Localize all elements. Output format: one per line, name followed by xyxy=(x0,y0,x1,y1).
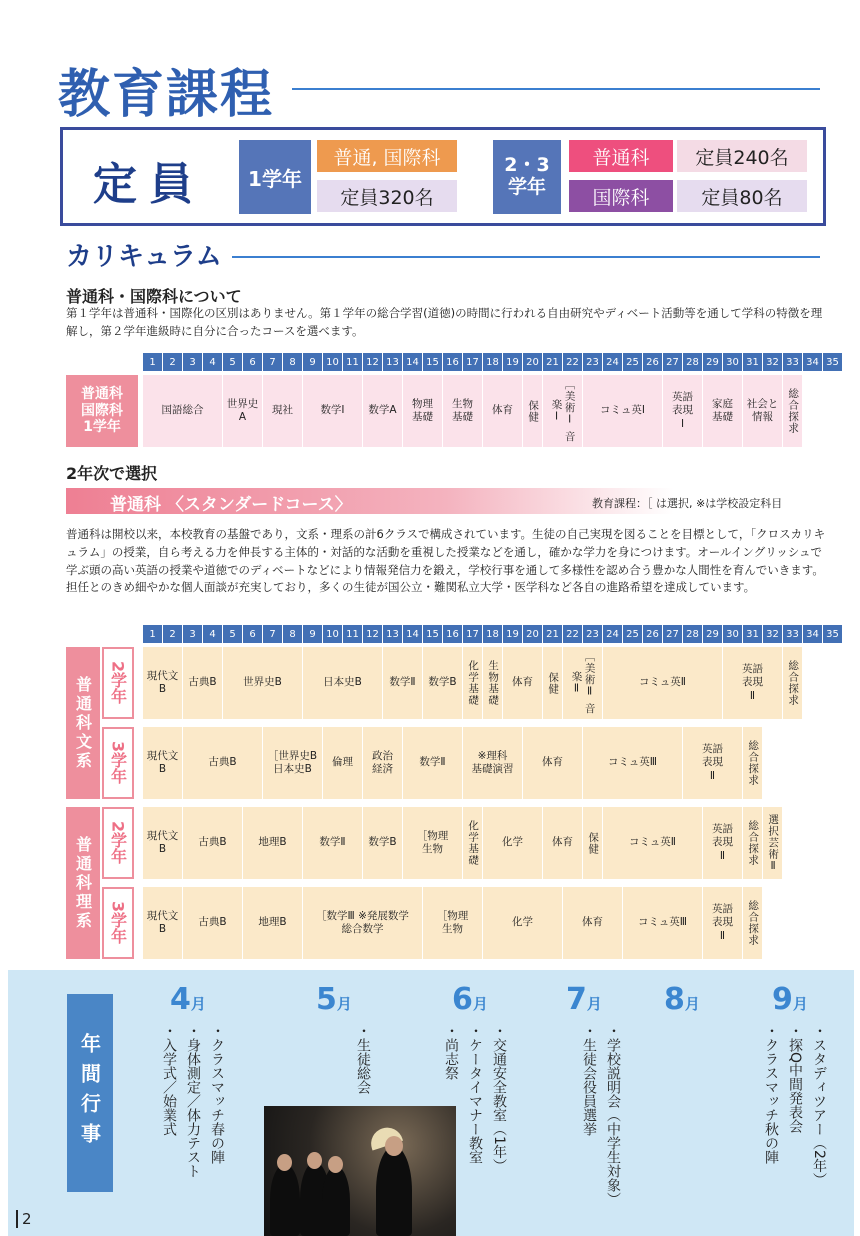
subject-cell: 古典B xyxy=(183,727,263,799)
year1-row-head: 普通科 国際科 1学年 xyxy=(66,375,138,447)
period-number: 3 xyxy=(183,353,202,371)
period-number: 14 xyxy=(403,353,422,371)
subject-cell: 社会と 情報 xyxy=(743,375,783,447)
subject-cell: 総合探求 xyxy=(783,375,803,447)
subject-cell: 数学Ⅰ xyxy=(303,375,363,447)
subject-cell: 総合探求 xyxy=(743,887,763,959)
course-title: 普通科 〈スタンダードコース〉 xyxy=(110,495,352,515)
bunkei-y2-row xyxy=(143,647,803,719)
subject-cell: 英語 表現 Ⅱ xyxy=(703,807,743,879)
subject-cell: 世界史 A xyxy=(223,375,263,447)
subject-cell: 地理B xyxy=(243,887,303,959)
period-number: 28 xyxy=(683,625,702,643)
month-unit: 月 xyxy=(792,995,808,1013)
period-number: 32 xyxy=(763,625,782,643)
subject-cell: 古典B xyxy=(183,887,243,959)
performer-face xyxy=(385,1136,403,1156)
period-number: 19 xyxy=(503,353,522,371)
event-item: ・尚志祭 xyxy=(443,1024,459,1080)
rikei-head: 普通科理系 xyxy=(66,807,100,959)
subject-cell: 数学A xyxy=(363,375,403,447)
period-number: 20 xyxy=(523,625,542,643)
period-number: 22 xyxy=(563,353,582,371)
intl-capacity: 定員80名 xyxy=(677,180,807,212)
year1-capacity: 定員320名 xyxy=(317,180,457,212)
event-item: ・交通安全教室（1年） xyxy=(491,1024,507,1173)
performer-figure xyxy=(376,1146,412,1236)
subject-cell: 現代文 B xyxy=(143,807,183,879)
subject-cell: 現代文 B xyxy=(143,887,183,959)
subject-cell: 化学基礎 xyxy=(463,647,483,719)
period-number: 15 xyxy=(423,625,442,643)
year23-badge xyxy=(493,140,561,214)
period-number: 21 xyxy=(543,625,562,643)
period-number: 3 xyxy=(183,625,202,643)
bunkei-y3-row xyxy=(143,727,763,799)
event-item: ・身体測定／体力テスト xyxy=(185,1024,201,1178)
subject-cell: ［物理 生物 xyxy=(423,887,483,959)
subject-cell: コミュ英Ⅲ xyxy=(623,887,703,959)
audience-face xyxy=(277,1154,292,1171)
subject-cell: 日本史B xyxy=(303,647,383,719)
audience-face xyxy=(307,1152,322,1169)
subject-cell: ［世界史B 日本史B xyxy=(263,727,323,799)
period-number: 1 xyxy=(143,353,162,371)
period-number: 29 xyxy=(703,353,722,371)
period-number: 7 xyxy=(263,625,282,643)
subject-cell: 化学 xyxy=(483,887,563,959)
period-number: 17 xyxy=(463,353,482,371)
subject-cell: 古典B xyxy=(183,647,223,719)
subject-cell: 保健 xyxy=(583,807,603,879)
rikei-y3-row xyxy=(143,887,763,959)
month-unit: 月 xyxy=(190,995,206,1013)
period-number: 7 xyxy=(263,353,282,371)
period-number: 24 xyxy=(603,353,622,371)
period-number: 8 xyxy=(283,353,302,371)
period-number: 5 xyxy=(223,353,242,371)
period-number: 19 xyxy=(503,625,522,643)
subject-cell: 数学Ⅱ xyxy=(383,647,423,719)
month-unit: 月 xyxy=(336,995,352,1013)
subject-cell: ※理科 基礎演習 xyxy=(463,727,523,799)
period-number: 31 xyxy=(743,353,762,371)
period-number: 35 xyxy=(823,353,842,371)
period-number: 28 xyxy=(683,353,702,371)
subject-cell: 生物基礎 xyxy=(483,647,503,719)
subject-cell: コミュ英Ⅲ xyxy=(583,727,683,799)
period-number: 10 xyxy=(323,625,342,643)
month-heading xyxy=(316,982,352,1017)
course-description: 普通科は開校以来，本校教育の基盤であり，文系・理系の計6クラスで構成されています。生徒の自己実現を図ることを目標として，「クロスカリキュラム」の授業，自ら考える力を伸長する主体的・対話的な活動を重視した授業などを通し，確かな学力を身につけます。オールイングリッシュで学ぶ頭の高い英語の授業や道徳でのディベートなどにより情報発信力を鍛え，学校行事を通して多様性を認め合う豊かな人間性を育んでいきます。担任とのきめ細やかな個人面談が充実しており，多くの生徒が国公立・難関私立大学・医学科など各自の進路希望を達成しています。 xyxy=(66,527,826,595)
month-number: 7 xyxy=(566,982,587,1017)
capacity-box xyxy=(60,127,826,226)
period-number: 6 xyxy=(243,353,262,371)
subject-cell: コミュ英Ⅰ xyxy=(583,375,663,447)
year1-badge: 1学年 xyxy=(239,140,311,214)
period-number: 29 xyxy=(703,625,722,643)
event-item: ・生徒総会 xyxy=(355,1024,371,1094)
month-number: 4 xyxy=(170,982,191,1017)
rikei-y2-head: 2学年 xyxy=(102,807,134,879)
period-number-row-2 xyxy=(143,625,843,643)
rikei-y3-head: 3学年 xyxy=(102,887,134,959)
period-number: 22 xyxy=(563,625,582,643)
period-number: 21 xyxy=(543,353,562,371)
month-heading xyxy=(772,982,808,1017)
event-item: ・生徒会役員選挙 xyxy=(581,1024,597,1136)
period-number: 33 xyxy=(783,625,802,643)
month-unit: 月 xyxy=(586,995,602,1013)
bunkei-y2-head: 2学年 xyxy=(102,647,134,719)
subject-cell: 体育 xyxy=(483,375,523,447)
audience-face xyxy=(328,1156,343,1173)
month-unit: 月 xyxy=(684,995,700,1013)
subject-cell: コミュ英Ⅱ xyxy=(603,647,723,719)
subject-cell: 体育 xyxy=(563,887,623,959)
subject-cell: 総合探求 xyxy=(743,727,763,799)
curriculum-heading: カリキュラム xyxy=(66,242,222,272)
period-number: 13 xyxy=(383,353,402,371)
subject-cell: 体育 xyxy=(523,727,583,799)
subject-cell: 現社 xyxy=(263,375,303,447)
period-number: 9 xyxy=(303,625,322,643)
subject-cell: ［数学Ⅲ ※発展数学 総合数学 xyxy=(303,887,423,959)
period-number: 14 xyxy=(403,625,422,643)
subject-cell: 現代文 B xyxy=(143,647,183,719)
period-number: 27 xyxy=(663,353,682,371)
period-number: 18 xyxy=(483,625,502,643)
subject-cell: 体育 xyxy=(543,807,583,879)
subject-cell: 数学Ⅱ xyxy=(403,727,463,799)
subject-cell: ［美術Ⅰ 音楽Ⅰ xyxy=(543,375,583,447)
page-number: 2 xyxy=(16,1210,32,1228)
period-number: 31 xyxy=(743,625,762,643)
about-text: 第１学年は普通科・国際化の区別はありません。第１学年の総合学習(道徳)の時間に行われる自由研究やディベート活動等を通して学科の特徴を理解し，第２学年進級時に自分に合ったコースを選べます。 xyxy=(66,306,823,338)
subject-cell: 家庭 基礎 xyxy=(703,375,743,447)
event-item: ・スタディツアー（2年） xyxy=(811,1024,827,1187)
subject-cell: 英語 表現 Ⅱ xyxy=(703,887,743,959)
capacity-label: 定員 xyxy=(93,159,205,210)
period-number: 16 xyxy=(443,625,462,643)
year1-course: 普通, 国際科 xyxy=(317,140,457,172)
subject-cell: ［美術Ⅱ 音楽Ⅱ xyxy=(563,647,603,719)
subject-cell: 世界史B xyxy=(223,647,303,719)
month-number: 6 xyxy=(452,982,473,1017)
subject-cell: 数学Ⅱ xyxy=(303,807,363,879)
bunkei-y3-head: 3学年 xyxy=(102,727,134,799)
subject-cell: 体育 xyxy=(503,647,543,719)
subject-cell: 保健 xyxy=(543,647,563,719)
subject-cell: 古典B xyxy=(183,807,243,879)
period-number: 30 xyxy=(723,625,742,643)
period-number: 16 xyxy=(443,353,462,371)
event-item: ・クラスマッチ春の陣 xyxy=(209,1024,225,1164)
general-capacity: 定員240名 xyxy=(677,140,807,172)
rikei-y2-row xyxy=(143,807,783,879)
subject-cell: 選択芸術Ⅱ xyxy=(763,807,783,879)
subject-cell: 生物 基礎 xyxy=(443,375,483,447)
subject-cell: 物理 基礎 xyxy=(403,375,443,447)
bunkei-head: 普通科文系 xyxy=(66,647,100,799)
period-number: 5 xyxy=(223,625,242,643)
period-number: 11 xyxy=(343,353,362,371)
period-number-row xyxy=(143,353,843,371)
audience-figure xyxy=(322,1166,350,1236)
subject-cell: 英語 表現 Ⅰ xyxy=(663,375,703,447)
period-number: 10 xyxy=(323,353,342,371)
intl-course: 国際科 xyxy=(569,180,673,212)
month-heading xyxy=(664,982,700,1017)
period-number: 13 xyxy=(383,625,402,643)
period-number: 26 xyxy=(643,625,662,643)
period-number: 12 xyxy=(363,353,382,371)
period-number: 23 xyxy=(583,353,602,371)
month-heading xyxy=(566,982,602,1017)
title-rule xyxy=(292,88,820,90)
audience-figure xyxy=(270,1164,300,1236)
subject-cell: 保健 xyxy=(523,375,543,447)
event-item: ・ケータイマナー教室 xyxy=(467,1024,483,1164)
period-number: 8 xyxy=(283,625,302,643)
period-number: 4 xyxy=(203,353,222,371)
subject-cell: ［物理 生物 xyxy=(403,807,463,879)
event-item: ・クラスマッチ秋の陣 xyxy=(763,1024,779,1164)
event-photo xyxy=(264,1106,456,1236)
year1-subject-row xyxy=(143,375,803,447)
subject-cell: 総合探求 xyxy=(783,647,803,719)
subject-cell: 現代文 B xyxy=(143,727,183,799)
subject-cell: 化学 xyxy=(483,807,543,879)
period-number: 25 xyxy=(623,625,642,643)
period-number: 24 xyxy=(603,625,622,643)
event-item: ・探Q中間発表会 xyxy=(787,1024,803,1134)
period-number: 18 xyxy=(483,353,502,371)
choose-heading: 2年次で選択 xyxy=(66,464,158,483)
month-number: 5 xyxy=(316,982,337,1017)
period-number: 30 xyxy=(723,353,742,371)
general-course: 普通科 xyxy=(569,140,673,172)
month-heading xyxy=(452,982,488,1017)
period-number: 4 xyxy=(203,625,222,643)
subject-cell: 化学基礎 xyxy=(463,807,483,879)
period-number: 25 xyxy=(623,353,642,371)
period-number: 12 xyxy=(363,625,382,643)
period-number: 17 xyxy=(463,625,482,643)
period-number: 11 xyxy=(343,625,362,643)
period-number: 15 xyxy=(423,353,442,371)
month-number: 9 xyxy=(772,982,793,1017)
period-number: 1 xyxy=(143,625,162,643)
page-title: 教育課程 xyxy=(58,65,275,125)
subject-cell: 数学B xyxy=(363,807,403,879)
about-heading: 普通科・国際科について xyxy=(66,287,242,306)
period-number: 6 xyxy=(243,625,262,643)
event-item: ・学校説明会（中学生対象） xyxy=(605,1024,621,1206)
month-heading xyxy=(170,982,206,1017)
period-number: 34 xyxy=(803,625,822,643)
month-unit: 月 xyxy=(472,995,488,1013)
subject-cell: コミュ英Ⅱ xyxy=(603,807,703,879)
period-number: 35 xyxy=(823,625,842,643)
month-number: 8 xyxy=(664,982,685,1017)
period-number: 26 xyxy=(643,353,662,371)
period-number: 2 xyxy=(163,625,182,643)
course-legend: 教育課程：［ は選択, ※は学校設定科目 xyxy=(592,497,783,510)
period-number: 33 xyxy=(783,353,802,371)
period-number: 20 xyxy=(523,353,542,371)
period-number: 2 xyxy=(163,353,182,371)
subject-cell: 政治 経済 xyxy=(363,727,403,799)
period-number: 32 xyxy=(763,353,782,371)
subject-cell: 英語 表現 Ⅱ xyxy=(683,727,743,799)
subject-cell: 地理B xyxy=(243,807,303,879)
subject-cell: 数学B xyxy=(423,647,463,719)
event-item: ・入学式／始業式 xyxy=(161,1024,177,1136)
events-label: 年間行事 xyxy=(67,994,113,1192)
curriculum-rule xyxy=(232,256,820,258)
year23-line2: 学年 xyxy=(507,176,546,198)
subject-cell: 英語 表現 Ⅱ xyxy=(723,647,783,719)
period-number: 9 xyxy=(303,353,322,371)
period-number: 27 xyxy=(663,625,682,643)
subject-cell: 倫理 xyxy=(323,727,363,799)
subject-cell: 総合探求 xyxy=(743,807,763,879)
period-number: 23 xyxy=(583,625,602,643)
period-number: 34 xyxy=(803,353,822,371)
year23-line1: 2・3 xyxy=(504,154,550,177)
subject-cell: 国語総合 xyxy=(143,375,223,447)
